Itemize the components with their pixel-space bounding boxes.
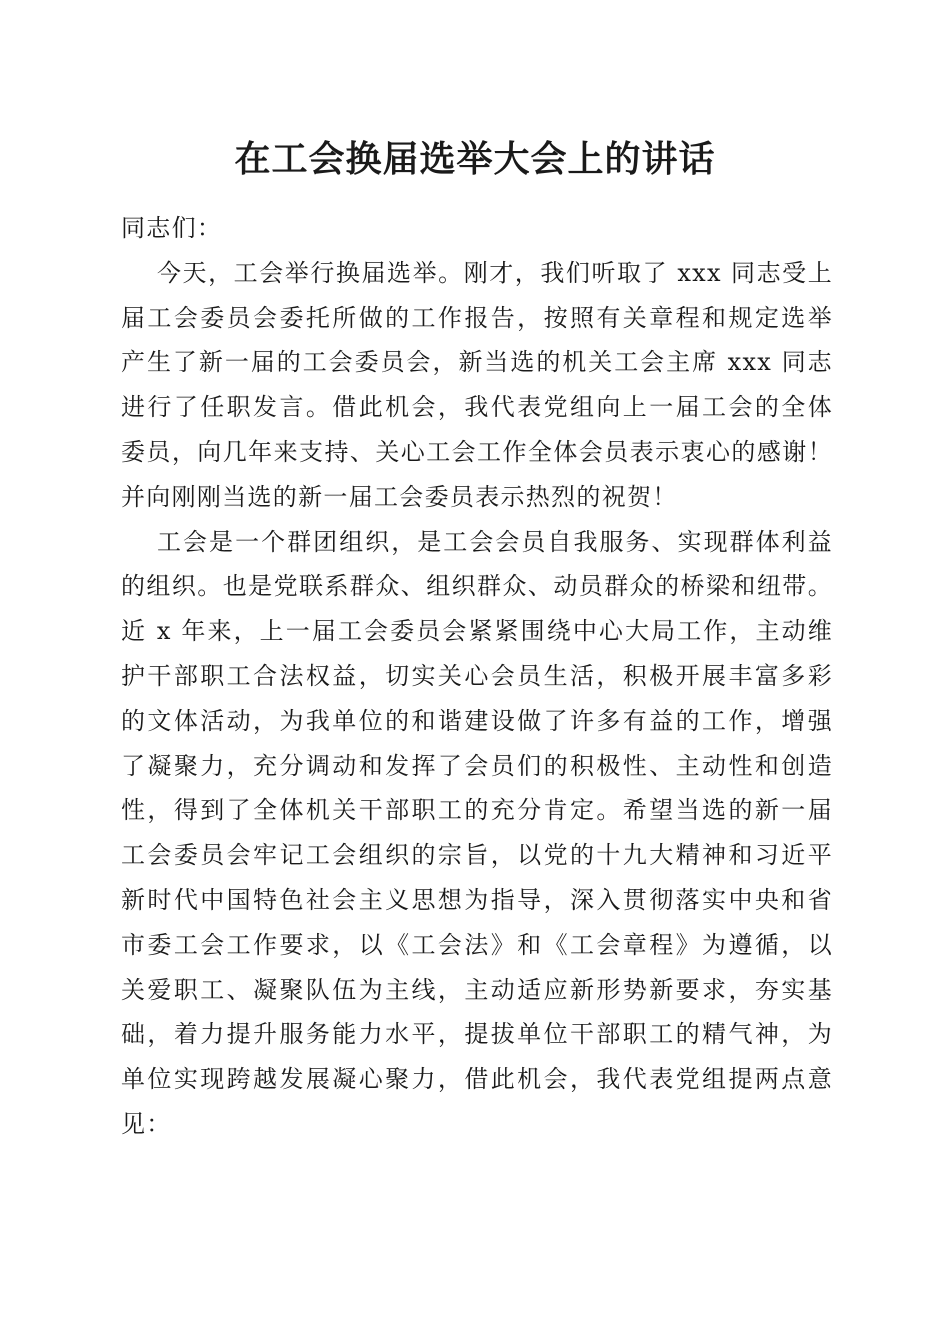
paragraph-line: 单位实现跨越发展凝心聚力，借此机会，我代表党组提两点意 [121, 1065, 833, 1094]
paragraph-1 [121, 251, 833, 520]
paragraph-line: 关爱职工、凝聚队伍为主线，主动适应新形势新要求，夯实基 [121, 975, 833, 1004]
paragraph-line: 并向刚刚当选的新一届工会委员表示热烈的祝贺！ [121, 482, 678, 511]
paragraph-line: 近 x 年来，上一届工会委员会紧紧围绕中心大局工作，主动维 [121, 617, 833, 646]
document-title: 在工会换届选举大会上的讲话 [234, 138, 716, 180]
paragraph-line: 届工会委员会委托所做的工作报告，按照有关章程和规定选举 [121, 303, 833, 332]
paragraph-line: 委员，向几年来支持、关心工会工作全体会员表示衷心的感谢！ [121, 437, 833, 466]
paragraph-line: 市委工会工作要求，以《工会法》和《工会章程》为遵循，以 [121, 930, 833, 959]
paragraph-line: 工会是一个群团组织，是工会会员自我服务、实现群体利益 [157, 527, 833, 556]
paragraph-2 [121, 520, 833, 1147]
paragraph-line: 护干部职工合法权益，切实关心会员生活，积极开展丰富多彩 [121, 661, 833, 690]
paragraph-line: 的文体活动，为我单位的和谐建设做了许多有益的工作，增强 [121, 706, 833, 735]
paragraph-line: 产生了新一届的工会委员会，新当选的机关工会主席 xxx 同志 [121, 348, 833, 377]
document-body [121, 206, 833, 1147]
paragraph-line: 的组织。也是党联系群众、组织群众、动员群众的桥梁和纽带。 [121, 572, 833, 601]
paragraph-line: 了凝聚力，充分调动和发挥了会员们的积极性、主动性和创造 [121, 751, 833, 780]
paragraph-line: 工会委员会牢记工会组织的宗旨，以党的十九大精神和习近平 [121, 841, 833, 870]
paragraph-line: 今天，工会举行换届选举。刚才，我们听取了 xxx 同志受上 [157, 258, 833, 287]
paragraph-line: 见： [121, 1109, 172, 1138]
paragraph-line: 新时代中国特色社会主义思想为指导，深入贯彻落实中央和省 [121, 885, 833, 914]
salutation: 同志们： [121, 214, 223, 242]
paragraph-line: 性，得到了全体机关干部职工的充分肯定。希望当选的新一届 [121, 796, 833, 825]
paragraph-line: 进行了任职发言。借此机会，我代表党组向上一届工会的全体 [121, 393, 833, 422]
paragraph-line: 础，着力提升服务能力水平，提拔单位干部职工的精气神，为 [121, 1020, 833, 1049]
